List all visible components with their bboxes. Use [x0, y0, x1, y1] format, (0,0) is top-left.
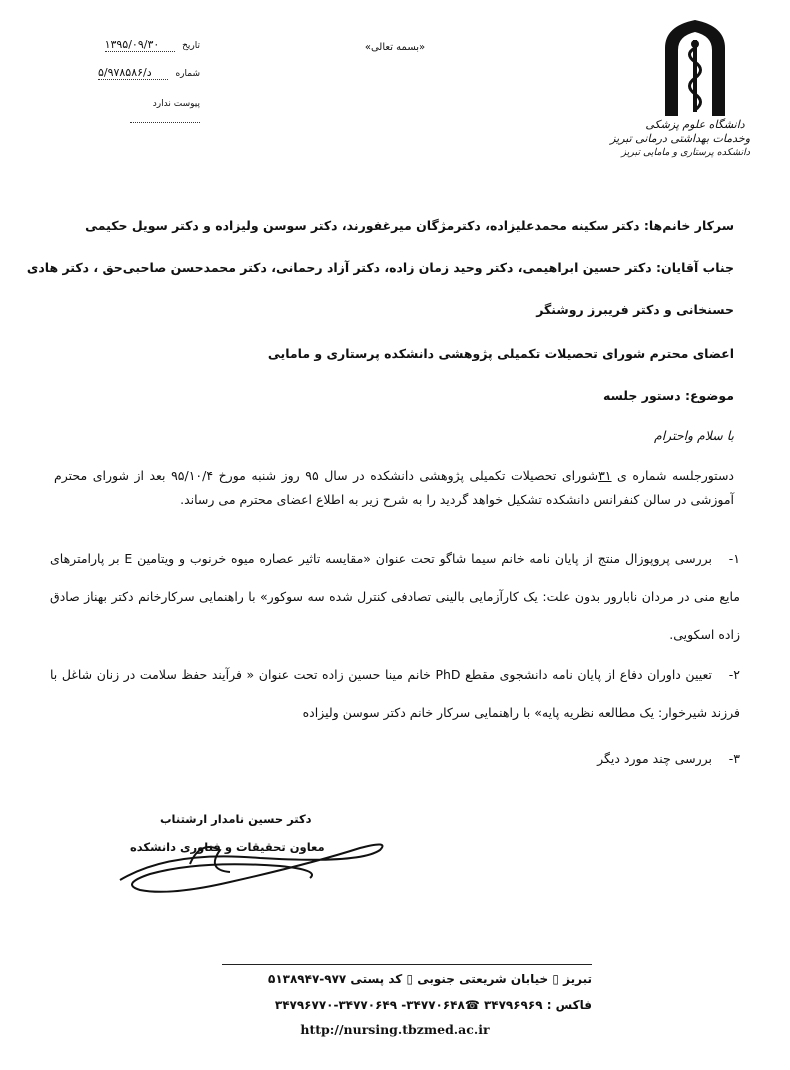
footer-address: تبریز ▯ خیابان شریعتی جنوبی ▯ کد پستی ۹۷۷-۵۱۳۸۹۴۷	[268, 972, 592, 986]
agenda-item	[50, 740, 740, 778]
date-value: ۱۳۹۵/۰۹/۳۰	[105, 38, 175, 52]
intro-text-end: شورای تحصیلات تکمیلی پژوهشی دانشکده در سال ۹۵ روز شنبه مورخ ۹۵/۱۰/۴ بعد از شورای محترم آموزشی در سالن کنفرانس دانشکده تشکیل خواهد گردید را به شرح زیر به اطلاع اعضای محترم می رساند.	[54, 468, 734, 507]
letter-attachments	[90, 96, 200, 123]
recipients-gentlemen-cont: حسنخانی و دکتر فریبرز روشنگر	[536, 302, 734, 317]
date-label: تاریخ	[182, 41, 200, 51]
intro-text-start: دستورجلسه شماره ی	[611, 468, 734, 483]
agenda-item-text: بررسی پروپوزال منتج از پایان نامه خانم سیما شاگو تحت عنوان «مقایسه تاثیر عصاره میوه خرنوب و ویتامین E بر پارامترهای مایع منی در مردان نابارور بدون علت: یک کارآزمایی بالینی تصادفی کنترل شده سه سوکور» با راهنمایی سرکارخانم دکتر بهناز صادق زاده اسکویی.	[50, 551, 740, 642]
bismillah-heading: «بسمه تعالی»	[364, 42, 426, 53]
recipients-ladies: سرکار خانم‌ها: دکتر سکینه محمدعلیزاده، دکترمژگان میرغفورند، دکتر سوسن ولیزاده و دکتر سویل حکیمی	[85, 218, 734, 233]
agenda-item-number: ۲-	[728, 667, 741, 682]
number-label: شماره	[175, 69, 200, 79]
number-value: ۵/د/۹۷۸۵۸۶	[98, 66, 168, 80]
logo-text-university: دانشگاه علوم پزشکی	[645, 118, 745, 131]
agenda-item	[50, 656, 740, 732]
logo-text-services: وخدمات بهداشتی درمانی تبریز	[610, 132, 750, 145]
logo-text-faculty: دانشکده پرستاری و مامایی تبریز	[621, 147, 750, 158]
footer-divider	[222, 964, 592, 965]
attachments-label: پیوست ندارد	[152, 99, 200, 109]
recipients-council: اعضای محترم شورای تحصیلات تکمیلی پژوهشی دانشکده پرستاری و مامایی	[267, 346, 734, 361]
agenda-item-text: بررسی چند مورد دیگر	[597, 751, 712, 766]
agenda-item-number: ۱-	[728, 551, 741, 566]
signatory-title: معاون تحقیقات و فناوری دانشکده	[130, 840, 325, 854]
emblem-icon	[660, 18, 730, 118]
signatory-name: دکتر حسین نامدار ارشتناب	[160, 812, 312, 826]
agenda-item	[50, 540, 740, 654]
handwritten-signature	[110, 820, 400, 910]
session-number: ۳۱	[598, 468, 612, 483]
agenda-item-number: ۳-	[728, 751, 740, 766]
intro-paragraph	[54, 464, 734, 512]
letter-date	[90, 38, 200, 52]
footer-phones: فاکس : ۳۴۷۹۶۹۶۹ ☎۳۴۷۷۰۶۴۸- ۳۴۷۷۰۶۴۹-۳۴۷۹۶۷۷۰	[274, 998, 592, 1012]
recipients-gentlemen: جناب آقایان: دکتر حسین ابراهیمی، دکتر وحید زمان زاده، دکتر آزاد رحمانی، دکتر محمدحسن صاحبی‌حق ، دکتر هادی	[26, 260, 734, 275]
letter-number	[90, 66, 200, 80]
greeting: با سلام واحترام	[653, 428, 734, 443]
agenda-item-text: تعیین داوران دفاع از پایان نامه دانشجوی مقطع PhD خانم مینا حسین زاده تحت عنوان « فرآیند حفظ سلامت در زنان شاغل با فرزند شیرخوار: یک مطالعه نظریه پایه» با راهنمایی سرکار خانم دکتر سوسن ولیزاده	[50, 667, 740, 720]
letter-subject: موضوع: دستور جلسه	[603, 388, 734, 403]
footer-website[interactable]: http://nursing.tbzmed.ac.ir	[300, 1022, 490, 1037]
